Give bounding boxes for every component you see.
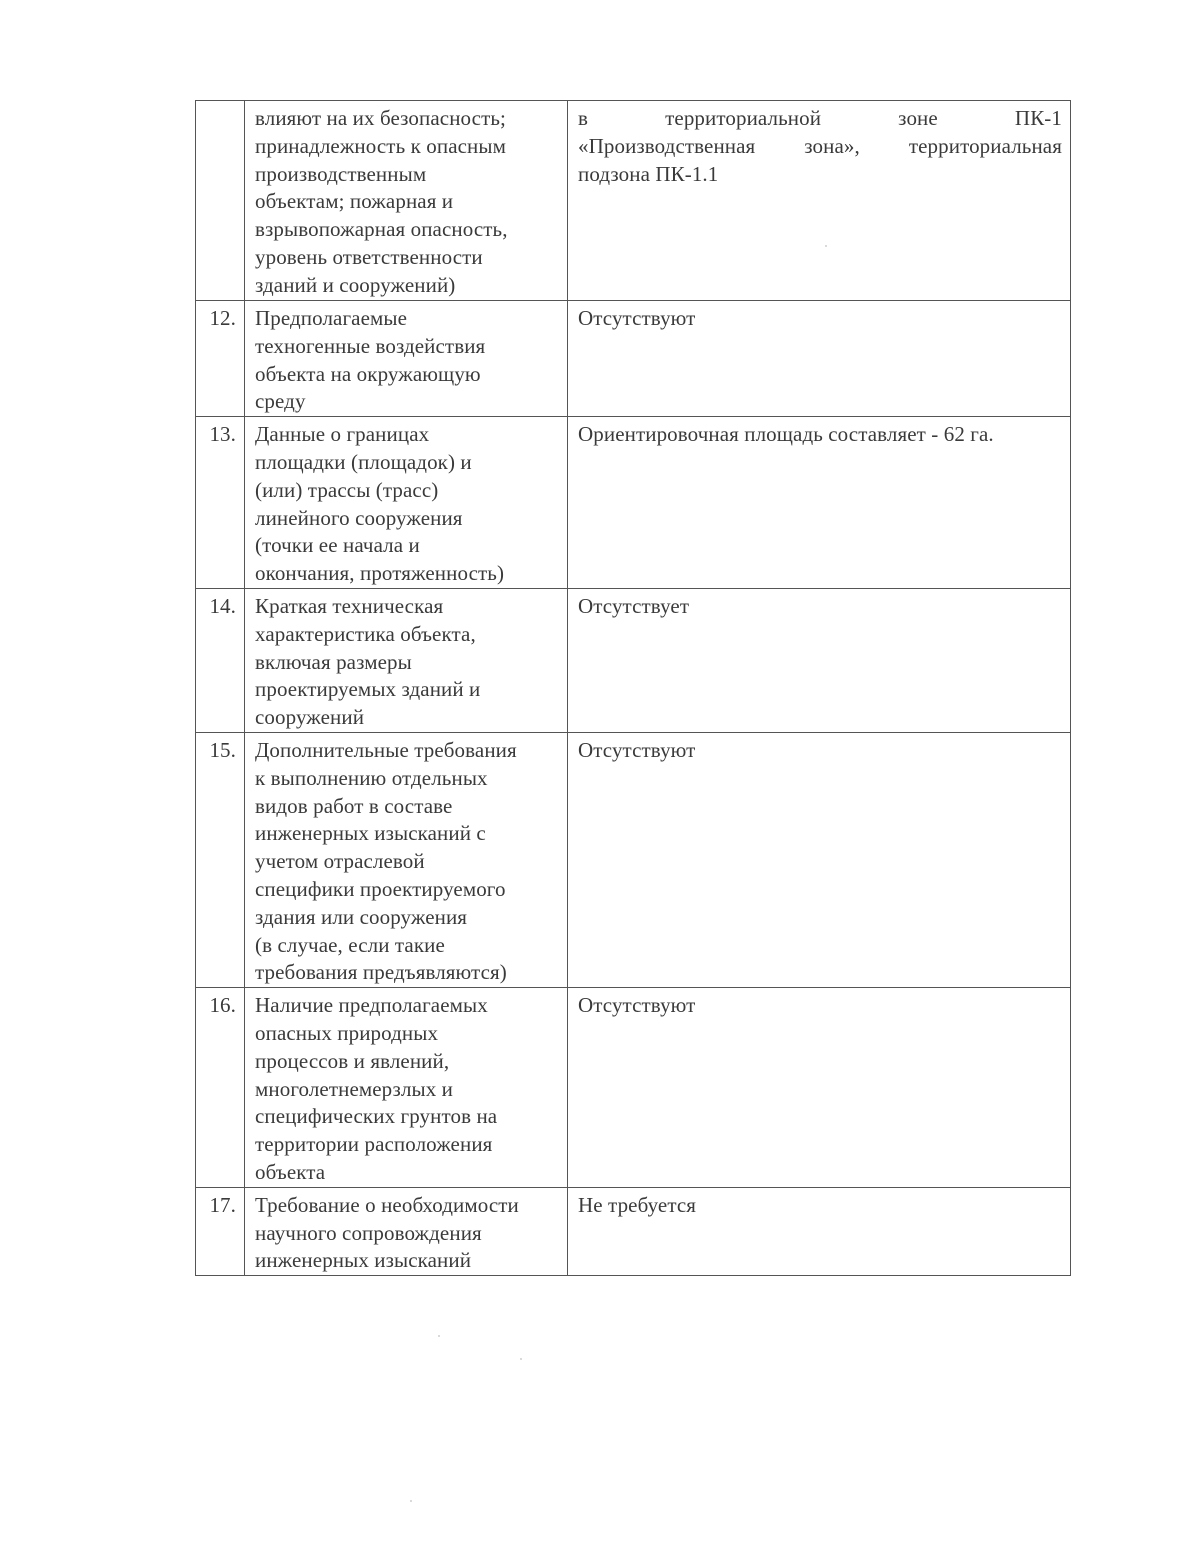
parameter-line: научного сопровождения [255,1220,482,1245]
parameter-line: Наличие предполагаемых [255,993,488,1018]
parameter-line: к выполнению отдельных [255,765,488,790]
value-cell [568,301,1071,417]
parameter-line: Дополнительные требования [255,737,517,762]
parameter-line: проектируемых зданий и [255,677,481,702]
value-line: подзона ПК-1.1 [578,161,719,186]
row-number [196,101,245,301]
parameter-line: (точки ее начала и [255,533,420,558]
table-row [196,301,1071,417]
parameter-cell [245,1187,568,1275]
parameter-line: (или) трассы (трасс) [255,477,439,502]
parameter-line: (в случае, если такие [255,932,445,957]
parameter-line: окончания, протяженность) [255,561,505,586]
table-row [196,588,1071,732]
value-cell [568,417,1071,589]
value-cell [568,988,1071,1188]
parameter-cell [245,301,568,417]
value-cell [568,1187,1071,1275]
table-row [196,101,1071,301]
row-number: 13. [196,417,245,589]
parameter-line: объекта на окружающую [255,361,481,386]
table-row [196,732,1071,987]
table-row [196,417,1071,589]
parameter-line: многолетнемерзлых и [255,1076,454,1101]
parameter-line: видов работ в составе [255,793,453,818]
parameter-cell [245,732,568,987]
table-row [196,1187,1071,1275]
table-row [196,988,1071,1188]
parameter-line: влияют на их безопасность; [255,106,506,130]
parameter-line: объекта [255,1159,326,1184]
value-line: в территориальной зоне ПК-1 [578,106,1062,130]
parameter-line: здания или сооружения [255,904,468,929]
parameter-line: линейного сооружения [255,505,463,530]
row-number: 12. [196,301,245,417]
parameter-line: уровень ответственности [255,244,483,269]
parameter-line: инженерных изысканий с [255,821,486,846]
parameter-line: техногенные воздействия [255,333,486,358]
value-line: Отсутствует [578,593,690,618]
parameter-line: процессов и явлений, [255,1048,450,1073]
parameter-line: Предполагаемые [255,306,408,330]
parameter-line: опасных природных [255,1020,439,1045]
parameter-line: учетом отраслевой [255,849,425,874]
row-number: 15. [196,732,245,987]
parameter-line: зданий и сооружений) [255,272,456,297]
requirements-table [195,100,1071,1276]
parameter-line: специфических грунтов на [255,1104,498,1129]
parameter-line: характеристика объекта, [255,621,476,646]
parameter-cell [245,417,568,589]
row-number: 17. [196,1187,245,1275]
parameter-line: среду [255,389,306,414]
row-number: 14. [196,588,245,732]
parameter-cell [245,588,568,732]
parameter-line: включая размеры [255,649,412,674]
parameter-line: Краткая техническая [255,593,444,618]
parameter-cell [245,101,568,301]
row-number: 16. [196,988,245,1188]
parameter-line: производственным [255,161,427,186]
parameter-line: инженерных изысканий [255,1248,472,1273]
scan-speck [438,1335,440,1337]
parameter-line: сооружений [255,705,365,730]
value-cell [568,101,1071,301]
value-cell [568,588,1071,732]
parameter-line: специфики проектируемого [255,876,506,901]
parameter-cell [245,988,568,1188]
scan-speck [825,245,827,247]
scan-speck [410,1500,412,1502]
parameter-line: принадлежность к опасным [255,133,506,158]
parameter-line: Требование о необходимости [255,1192,519,1217]
value-line: «Производственная зона», территориальная [578,133,1062,158]
parameter-line: Данные о границах [255,422,430,447]
parameter-line: объектам; пожарная и [255,189,454,214]
value-line: Отсутствуют [578,737,696,762]
parameter-line: площадки (площадок) и [255,449,472,474]
value-line: Отсутствуют [578,306,696,330]
parameter-line: требования предъявляются) [255,960,507,985]
value-line: Не требуется [578,1192,697,1217]
parameter-line: взрывопожарная опасность, [255,217,508,242]
value-line: Отсутствуют [578,993,696,1018]
parameter-line: территории расположения [255,1132,493,1157]
value-cell [568,732,1071,987]
value-line: Ориентировочная площадь составляет - 62 га. [578,422,994,447]
scan-speck [520,1358,522,1360]
